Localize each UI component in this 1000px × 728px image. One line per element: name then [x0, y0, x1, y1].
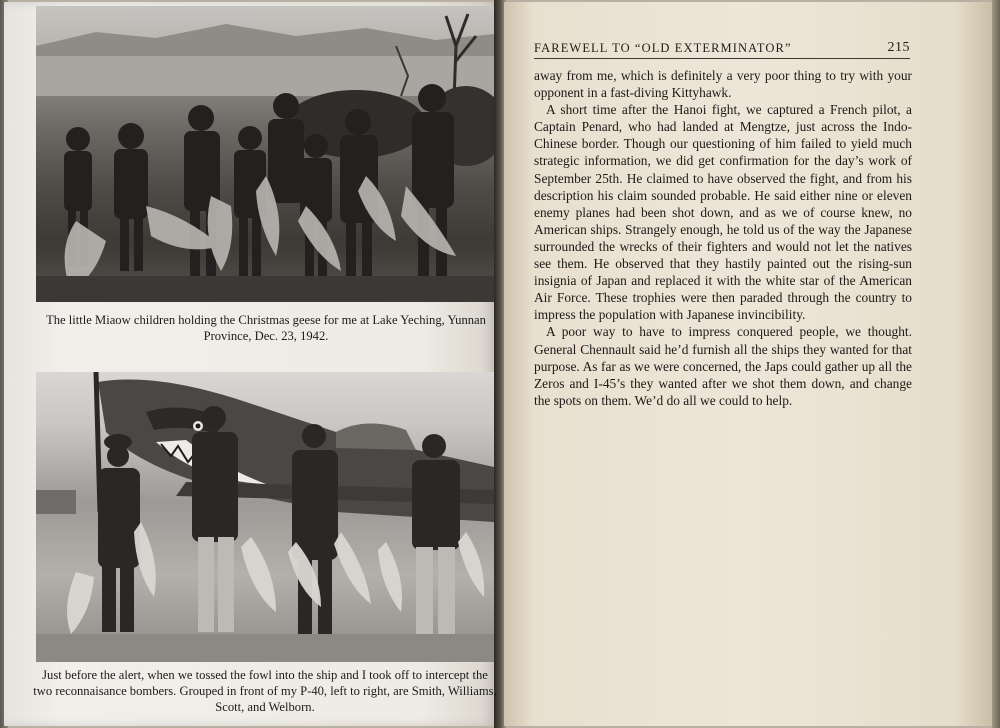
children-photo-illustration — [36, 6, 494, 302]
running-head — [534, 40, 910, 59]
paragraph: A poor way to have to impress conquered people, we thought. General Chennault said he’d furnish all the ships they wanted for that purpose. As far as we were concerned, the Japs could gather up all the Zeros and I-45’s they wanted after we shot them down, and change the spots on them. We’d do all we could to help. — [534, 324, 912, 408]
children-photo-caption: The little Miaow children holding the Christmas geese for me at Lake Yeching, Yunnan Province, Dec. 23, 1942. — [46, 313, 486, 343]
page-number: 215 — [887, 40, 910, 55]
pilots-photo-illustration — [36, 372, 494, 662]
pilots-with-p40-photo — [36, 372, 494, 662]
chapter-title: FAREWELL TO “OLD EXTERMINATOR” — [534, 41, 792, 55]
right-page-edge — [992, 0, 1000, 728]
paragraph: A short time after the Hanoi fight, we captured a French pilot, a Captain Penard, who had landed at Mengtze, just across the Indo-Chinese border. Though our questioning of him failed to yield much strategic information, we did get confirmation for the day’s work of September 25th. He claimed to have observed the fight, and from his description his claim sounded probable. He said either nine or eleven enemy planes had been shot down, and as we of course knew, no American ships. Strangely enough, he told us of the way the Japanese surrounded the wrecks of their fighters and would not let the natives see them. He observed that they hastily painted out the rising-sun insignia of Japan and replaced it with the white star of the American Air Force. These trophies were then paraded through the country to impress the population with Japanese invincibility. — [534, 102, 912, 323]
children-with-geese-photo — [36, 6, 494, 302]
body-text — [534, 67, 912, 409]
paragraph: away from me, which is definitely a very poor thing to try with your opponent in a fast-diving Kittyhawk. — [534, 68, 912, 101]
pilots-photo-caption: Just before the alert, when we tossed the fowl into the ship and I took off to intercept the two reconnaisance bombers. Grouped in front of my P-40, left to right, are Smith, Williams, Scott, and Welborn. — [33, 668, 497, 714]
